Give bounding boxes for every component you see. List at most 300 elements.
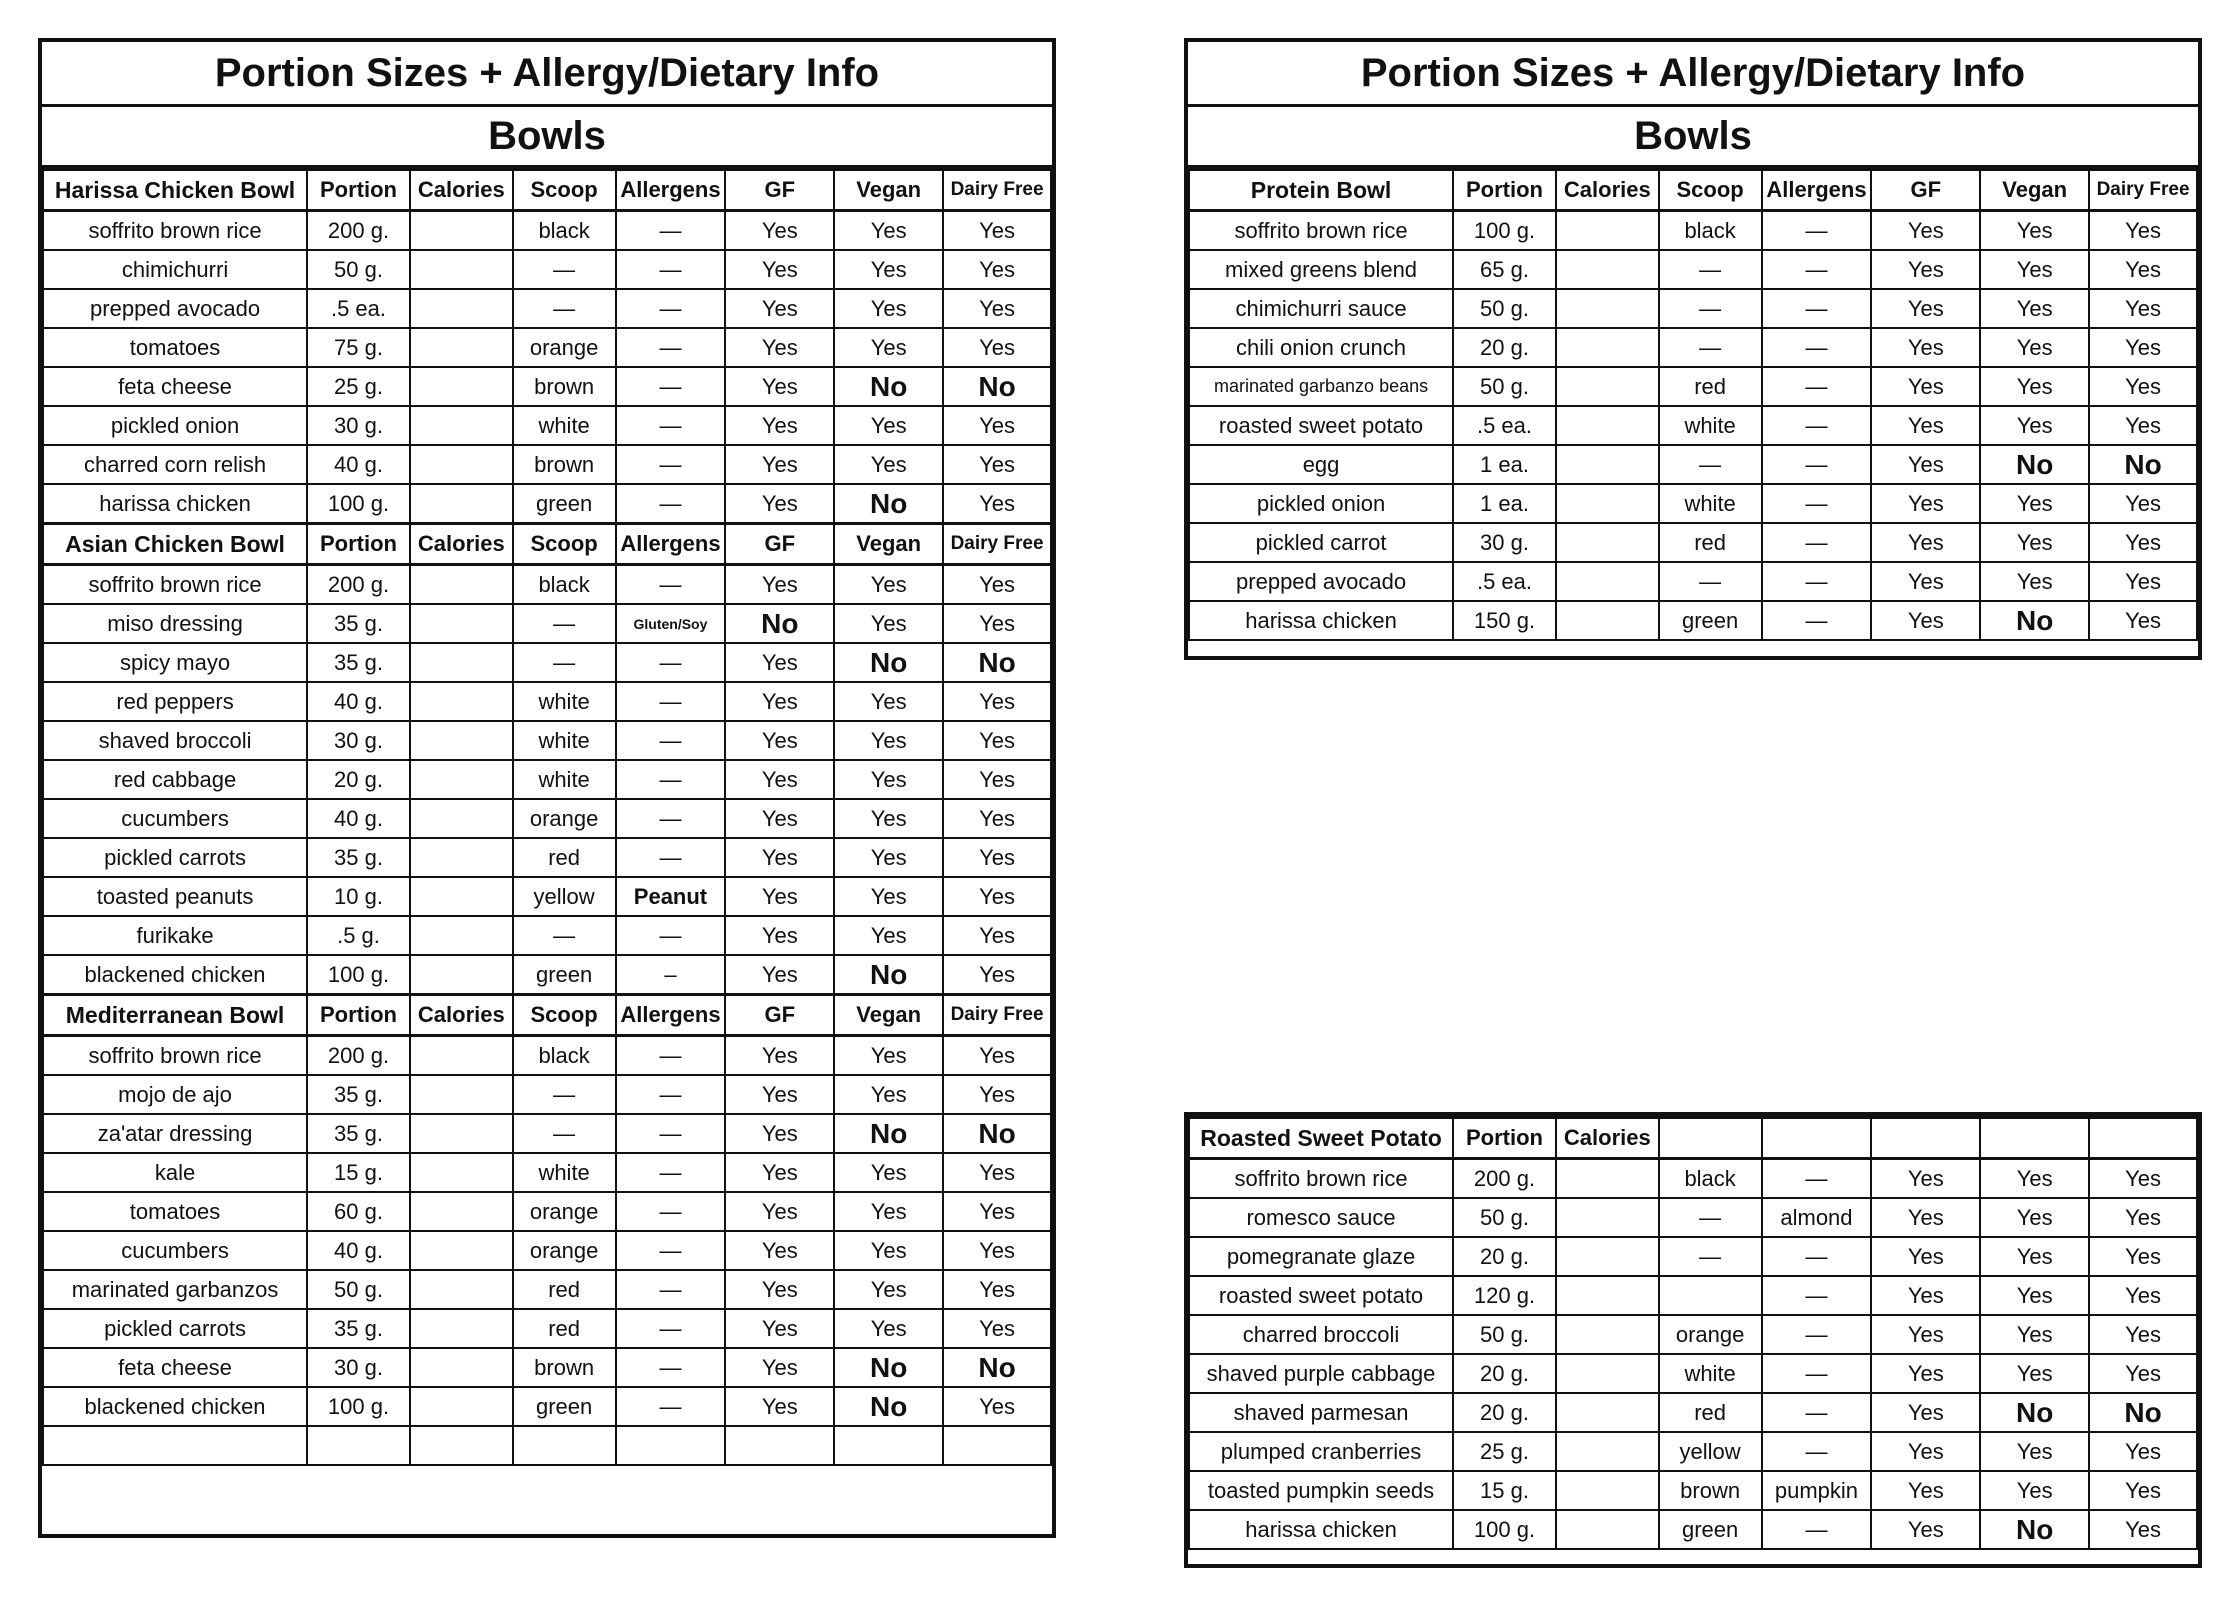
allergens-cell: — — [1762, 1354, 1872, 1393]
table-row — [43, 799, 1051, 838]
vegan-cell: No — [834, 484, 943, 524]
calories-cell — [410, 1192, 513, 1231]
portion-cell: .5 ea. — [1453, 406, 1556, 445]
portion-cell: 30 g. — [1453, 523, 1556, 562]
calories-cell — [1556, 1471, 1659, 1510]
gf-cell: Yes — [1871, 250, 1980, 289]
table-row — [1189, 484, 2197, 523]
table-row — [1189, 1315, 2197, 1354]
roasted-sweet-potato-sheet — [1184, 1112, 2202, 1568]
gf-cell: Yes — [725, 250, 834, 289]
calories-cell — [410, 484, 513, 524]
scoop-cell: red — [513, 1309, 616, 1348]
scoop-cell: white — [513, 721, 616, 760]
gf-header: GF — [725, 170, 834, 211]
item-cell: kale — [43, 1153, 307, 1192]
calories-cell — [1556, 1393, 1659, 1432]
portion-cell: 200 g. — [1453, 1159, 1556, 1199]
table-row — [43, 289, 1051, 328]
calories-cell — [1556, 1159, 1659, 1199]
dairy-free-header — [2089, 1118, 2197, 1159]
scoop-cell: black — [1659, 1159, 1762, 1199]
scoop-cell: black — [513, 211, 616, 251]
table-row — [43, 1036, 1051, 1076]
calories-cell — [410, 565, 513, 605]
portion-cell: 100 g. — [1453, 1510, 1556, 1549]
portion-header: Portion — [1453, 170, 1556, 211]
vegan-cell: Yes — [1980, 367, 2089, 406]
scoop-cell: — — [513, 604, 616, 643]
dairy-free-cell: Yes — [2089, 367, 2197, 406]
dairy-free-cell: Yes — [2089, 562, 2197, 601]
item-cell: roasted sweet potato — [1189, 1276, 1453, 1315]
vegan-cell: No — [834, 367, 943, 406]
vegan-header: Vegan — [834, 524, 943, 565]
allergens-cell: — — [616, 838, 726, 877]
calories-cell — [410, 211, 513, 251]
section-header-row — [43, 524, 1051, 565]
item-cell: harissa chicken — [1189, 1510, 1453, 1549]
calories-cell — [1556, 1276, 1659, 1315]
scoop-cell: red — [513, 1270, 616, 1309]
portion-cell: 25 g. — [307, 367, 410, 406]
sheet-subtitle: Bowls — [42, 107, 1052, 168]
table-row — [43, 1114, 1051, 1153]
item-cell: marinated garbanzos — [43, 1270, 307, 1309]
calories-cell — [1556, 211, 1659, 251]
allergens-header: Allergens — [616, 170, 726, 211]
portion-cell: 40 g. — [307, 445, 410, 484]
portion-header: Portion — [1453, 1118, 1556, 1159]
portion-cell: 200 g. — [307, 211, 410, 251]
table-row — [1189, 406, 2197, 445]
calories-cell — [410, 1075, 513, 1114]
blank-row — [43, 1426, 1051, 1465]
item-cell: egg — [1189, 445, 1453, 484]
vegan-cell: Yes — [834, 877, 943, 916]
allergens-cell: — — [616, 1270, 726, 1309]
allergens-cell: — — [616, 760, 726, 799]
allergens-cell: — — [1762, 1159, 1872, 1199]
dairy-free-cell: Yes — [943, 1192, 1051, 1231]
allergens-cell: — — [616, 484, 726, 524]
portion-header: Portion — [307, 524, 410, 565]
scoop-cell: green — [513, 484, 616, 524]
dairy-free-cell: Yes — [2089, 1432, 2197, 1471]
allergens-cell: — — [616, 1192, 726, 1231]
allergens-cell: — — [1762, 601, 1872, 640]
vegan-cell: No — [834, 643, 943, 682]
sheet-subtitle: Bowls — [1188, 107, 2198, 168]
allergens-cell: — — [1762, 445, 1872, 484]
portion-cell: 40 g. — [307, 682, 410, 721]
gf-cell: Yes — [725, 916, 834, 955]
allergens-cell: — — [1762, 1432, 1872, 1471]
dairy-free-cell: Yes — [943, 565, 1051, 605]
vegan-cell: Yes — [834, 565, 943, 605]
section-header-row — [43, 170, 1051, 211]
dairy-free-cell: Yes — [943, 1270, 1051, 1309]
calories-cell — [1556, 1315, 1659, 1354]
portion-cell: 40 g. — [307, 799, 410, 838]
dairy-free-cell: Yes — [2089, 484, 2197, 523]
gf-cell: Yes — [1871, 523, 1980, 562]
calories-cell — [410, 328, 513, 367]
calories-cell — [1556, 1237, 1659, 1276]
gf-cell: Yes — [725, 1075, 834, 1114]
dairy-free-cell: Yes — [943, 289, 1051, 328]
item-cell: shaved broccoli — [43, 721, 307, 760]
gf-cell: Yes — [1871, 445, 1980, 484]
portion-cell: 20 g. — [307, 760, 410, 799]
gf-cell: Yes — [725, 484, 834, 524]
allergens-cell: — — [616, 682, 726, 721]
vegan-cell: Yes — [834, 916, 943, 955]
item-cell: cucumbers — [43, 799, 307, 838]
calories-header: Calories — [410, 995, 513, 1036]
vegan-cell: No — [1980, 601, 2089, 640]
scoop-cell: yellow — [513, 877, 616, 916]
calories-header: Calories — [410, 170, 513, 211]
allergens-cell: — — [616, 445, 726, 484]
allergens-cell: — — [1762, 1237, 1872, 1276]
item-cell: harissa chicken — [43, 484, 307, 524]
dairy-free-cell: Yes — [2089, 1354, 2197, 1393]
portion-cell: 15 g. — [307, 1153, 410, 1192]
portion-cell: 200 g. — [307, 1036, 410, 1076]
scoop-cell: green — [513, 1387, 616, 1426]
dairy-free-cell: Yes — [943, 1309, 1051, 1348]
portion-cell: 50 g. — [307, 1270, 410, 1309]
gf-cell: Yes — [725, 445, 834, 484]
item-cell: shaved purple cabbage — [1189, 1354, 1453, 1393]
vegan-cell: No — [1980, 1393, 2089, 1432]
gf-cell: Yes — [725, 289, 834, 328]
gf-cell: Yes — [1871, 1432, 1980, 1471]
allergens-cell: — — [616, 565, 726, 605]
dairy-free-cell: Yes — [2089, 289, 2197, 328]
item-cell: toasted peanuts — [43, 877, 307, 916]
section-header-row — [43, 995, 1051, 1036]
item-cell: soffrito brown rice — [1189, 1159, 1453, 1199]
allergens-cell: — — [616, 1153, 726, 1192]
table-row — [1189, 601, 2197, 640]
section-header-row — [1189, 1118, 2197, 1159]
portion-cell: 20 g. — [1453, 1393, 1556, 1432]
scoop-cell: red — [1659, 367, 1762, 406]
scoop-cell: — — [513, 1075, 616, 1114]
bowl-name-header: Asian Chicken Bowl — [43, 524, 307, 565]
blank-cell — [513, 1426, 616, 1465]
scoop-cell: brown — [1659, 1471, 1762, 1510]
vegan-cell: Yes — [834, 1309, 943, 1348]
portion-cell: 20 g. — [1453, 328, 1556, 367]
gf-cell: Yes — [725, 1114, 834, 1153]
table-row — [43, 484, 1051, 524]
calories-cell — [1556, 406, 1659, 445]
portion-cell: 100 g. — [307, 955, 410, 995]
item-cell: red cabbage — [43, 760, 307, 799]
blank-cell — [616, 1426, 726, 1465]
scoop-cell: orange — [513, 1231, 616, 1270]
scoop-cell: green — [1659, 1510, 1762, 1549]
dairy-free-cell: Yes — [2089, 1315, 2197, 1354]
calories-cell — [1556, 367, 1659, 406]
gf-cell: Yes — [725, 1387, 834, 1426]
table-row — [43, 1270, 1051, 1309]
item-cell: mixed greens blend — [1189, 250, 1453, 289]
item-cell: pickled carrot — [1189, 523, 1453, 562]
calories-cell — [1556, 328, 1659, 367]
table-row — [1189, 1354, 2197, 1393]
allergens-cell: — — [616, 721, 726, 760]
allergens-cell: — — [616, 1075, 726, 1114]
table-row — [43, 916, 1051, 955]
table-row — [43, 604, 1051, 643]
calories-cell — [410, 445, 513, 484]
gf-cell: Yes — [1871, 367, 1980, 406]
allergens-cell: — — [616, 328, 726, 367]
vegan-cell: Yes — [834, 799, 943, 838]
item-cell: plumped cranberries — [1189, 1432, 1453, 1471]
table-row — [43, 955, 1051, 995]
portion-cell: 1 ea. — [1453, 445, 1556, 484]
portion-cell: 35 g. — [307, 643, 410, 682]
vegan-cell: Yes — [834, 1270, 943, 1309]
dairy-free-cell: Yes — [943, 445, 1051, 484]
calories-cell — [1556, 1198, 1659, 1237]
portion-cell: 30 g. — [307, 1348, 410, 1387]
dairy-free-cell: Yes — [2089, 523, 2197, 562]
vegan-cell: No — [1980, 1510, 2089, 1549]
table-row — [43, 250, 1051, 289]
vegan-cell: Yes — [1980, 562, 2089, 601]
bowl-name-header: Harissa Chicken Bowl — [43, 170, 307, 211]
vegan-cell: Yes — [834, 760, 943, 799]
scoop-cell: green — [513, 955, 616, 995]
portion-cell: 20 g. — [1453, 1237, 1556, 1276]
item-cell: tomatoes — [43, 1192, 307, 1231]
vegan-cell: Yes — [1980, 523, 2089, 562]
item-cell: miso dressing — [43, 604, 307, 643]
item-cell: pomegranate glaze — [1189, 1237, 1453, 1276]
portion-cell: 35 g. — [307, 838, 410, 877]
blank-cell — [43, 1426, 307, 1465]
table-row — [43, 1153, 1051, 1192]
item-cell: harissa chicken — [1189, 601, 1453, 640]
item-cell: mojo de ajo — [43, 1075, 307, 1114]
dairy-free-cell: Yes — [943, 211, 1051, 251]
dairy-free-header: Dairy Free — [943, 524, 1051, 565]
calories-cell — [1556, 445, 1659, 484]
calories-header: Calories — [410, 524, 513, 565]
gf-cell: Yes — [725, 1348, 834, 1387]
vegan-header — [1980, 1118, 2089, 1159]
item-cell: prepped avocado — [43, 289, 307, 328]
item-cell: furikake — [43, 916, 307, 955]
item-cell: prepped avocado — [1189, 562, 1453, 601]
calories-cell — [1556, 1432, 1659, 1471]
calories-header: Calories — [1556, 1118, 1659, 1159]
portion-cell: 35 g. — [307, 1309, 410, 1348]
table-row — [43, 565, 1051, 605]
gf-cell: Yes — [1871, 601, 1980, 640]
table-row — [1189, 250, 2197, 289]
scoop-cell: white — [513, 682, 616, 721]
dairy-free-header: Dairy Free — [2089, 170, 2197, 211]
vegan-cell: Yes — [834, 1192, 943, 1231]
dairy-free-cell: Yes — [2089, 328, 2197, 367]
dairy-free-cell: Yes — [943, 328, 1051, 367]
allergens-header: Allergens — [1762, 170, 1872, 211]
dairy-free-cell: Yes — [2089, 601, 2197, 640]
right-portion-sheet — [1184, 38, 2202, 660]
dairy-free-cell: Yes — [2089, 406, 2197, 445]
table-row — [1189, 1471, 2197, 1510]
calories-cell — [410, 289, 513, 328]
vegan-cell: No — [834, 1348, 943, 1387]
portion-cell: 60 g. — [307, 1192, 410, 1231]
item-cell: cucumbers — [43, 1231, 307, 1270]
scoop-header: Scoop — [1659, 170, 1762, 211]
portion-cell: 30 g. — [307, 406, 410, 445]
gf-cell: Yes — [1871, 1393, 1980, 1432]
table-row — [43, 367, 1051, 406]
dairy-free-cell: No — [943, 367, 1051, 406]
allergens-cell: — — [1762, 328, 1872, 367]
vegan-cell: Yes — [834, 289, 943, 328]
gf-cell: Yes — [1871, 1237, 1980, 1276]
vegan-cell: Yes — [834, 1075, 943, 1114]
table-row — [1189, 1276, 2197, 1315]
portion-header: Portion — [307, 995, 410, 1036]
table-row — [1189, 562, 2197, 601]
calories-cell — [1556, 562, 1659, 601]
vegan-header: Vegan — [834, 170, 943, 211]
vegan-cell: Yes — [1980, 1159, 2089, 1199]
scoop-cell: white — [513, 406, 616, 445]
gf-cell: Yes — [725, 682, 834, 721]
gf-cell: Yes — [725, 565, 834, 605]
gf-header: GF — [1871, 170, 1980, 211]
portion-cell: 100 g. — [1453, 211, 1556, 251]
bowl-name-header: Protein Bowl — [1189, 170, 1453, 211]
gf-cell: Yes — [725, 211, 834, 251]
scoop-cell: — — [1659, 1198, 1762, 1237]
scoop-cell: — — [1659, 445, 1762, 484]
gf-cell: Yes — [1871, 211, 1980, 251]
vegan-cell: Yes — [1980, 1354, 2089, 1393]
left-portion-sheet — [38, 38, 1056, 1538]
calories-cell — [410, 1036, 513, 1076]
portion-cell: 40 g. — [307, 1231, 410, 1270]
allergens-header: Allergens — [616, 995, 726, 1036]
dairy-free-cell: Yes — [943, 682, 1051, 721]
portion-cell: 10 g. — [307, 877, 410, 916]
dairy-free-header: Dairy Free — [943, 170, 1051, 211]
calories-cell — [410, 838, 513, 877]
calories-cell — [410, 643, 513, 682]
portion-table — [1188, 168, 2198, 641]
calories-cell — [410, 250, 513, 289]
portion-cell: 150 g. — [1453, 601, 1556, 640]
dairy-free-cell: No — [943, 1114, 1051, 1153]
portion-cell: 30 g. — [307, 721, 410, 760]
calories-cell — [410, 799, 513, 838]
calories-cell — [410, 1153, 513, 1192]
table-row — [1189, 211, 2197, 251]
vegan-cell: Yes — [834, 406, 943, 445]
scoop-header: Scoop — [513, 524, 616, 565]
table-row — [1189, 1510, 2197, 1549]
dairy-free-cell: Yes — [2089, 1276, 2197, 1315]
table-row — [43, 1231, 1051, 1270]
vegan-cell: Yes — [834, 604, 943, 643]
vegan-cell: Yes — [834, 838, 943, 877]
dairy-free-header: Dairy Free — [943, 995, 1051, 1036]
portion-cell: 15 g. — [1453, 1471, 1556, 1510]
dairy-free-cell: Yes — [943, 838, 1051, 877]
dairy-free-cell: Yes — [2089, 1510, 2197, 1549]
table-row — [43, 877, 1051, 916]
table-row — [43, 838, 1051, 877]
gf-cell: Yes — [1871, 1276, 1980, 1315]
calories-cell — [1556, 1510, 1659, 1549]
portion-cell: .5 ea. — [307, 289, 410, 328]
scoop-cell — [1659, 1276, 1762, 1315]
portion-cell: 65 g. — [1453, 250, 1556, 289]
item-cell: charred broccoli — [1189, 1315, 1453, 1354]
calories-cell — [410, 760, 513, 799]
portion-cell: 1 ea. — [1453, 484, 1556, 523]
calories-cell — [410, 1387, 513, 1426]
bowl-name-header: Mediterranean Bowl — [43, 995, 307, 1036]
scoop-cell: — — [513, 289, 616, 328]
gf-cell: Yes — [725, 406, 834, 445]
allergens-cell: — — [1762, 1315, 1872, 1354]
gf-cell: Yes — [1871, 1315, 1980, 1354]
calories-cell — [1556, 601, 1659, 640]
calories-cell — [410, 367, 513, 406]
dairy-free-cell: Yes — [943, 1387, 1051, 1426]
gf-cell: Yes — [1871, 1159, 1980, 1199]
dairy-free-cell: Yes — [2089, 250, 2197, 289]
calories-cell — [1556, 484, 1659, 523]
vegan-cell: Yes — [1980, 1237, 2089, 1276]
item-cell: roasted sweet potato — [1189, 406, 1453, 445]
gf-cell: Yes — [725, 328, 834, 367]
gf-cell: Yes — [1871, 1471, 1980, 1510]
item-cell: feta cheese — [43, 367, 307, 406]
allergens-cell: — — [616, 1036, 726, 1076]
vegan-cell: Yes — [834, 682, 943, 721]
gf-cell: Yes — [1871, 328, 1980, 367]
scoop-cell: brown — [513, 1348, 616, 1387]
dairy-free-cell: Yes — [943, 1075, 1051, 1114]
allergens-cell: Peanut — [616, 877, 726, 916]
allergens-cell: — — [616, 643, 726, 682]
vegan-cell: Yes — [1980, 328, 2089, 367]
gf-header: GF — [725, 995, 834, 1036]
allergens-cell: Gluten/Soy — [616, 604, 726, 643]
dairy-free-cell: Yes — [943, 955, 1051, 995]
bowl-name-header: Roasted Sweet Potato — [1189, 1118, 1453, 1159]
dairy-free-cell: No — [2089, 445, 2197, 484]
item-cell: pickled onion — [43, 406, 307, 445]
item-cell: marinated garbanzo beans — [1189, 367, 1453, 406]
calories-cell — [410, 877, 513, 916]
dairy-free-cell: Yes — [943, 250, 1051, 289]
